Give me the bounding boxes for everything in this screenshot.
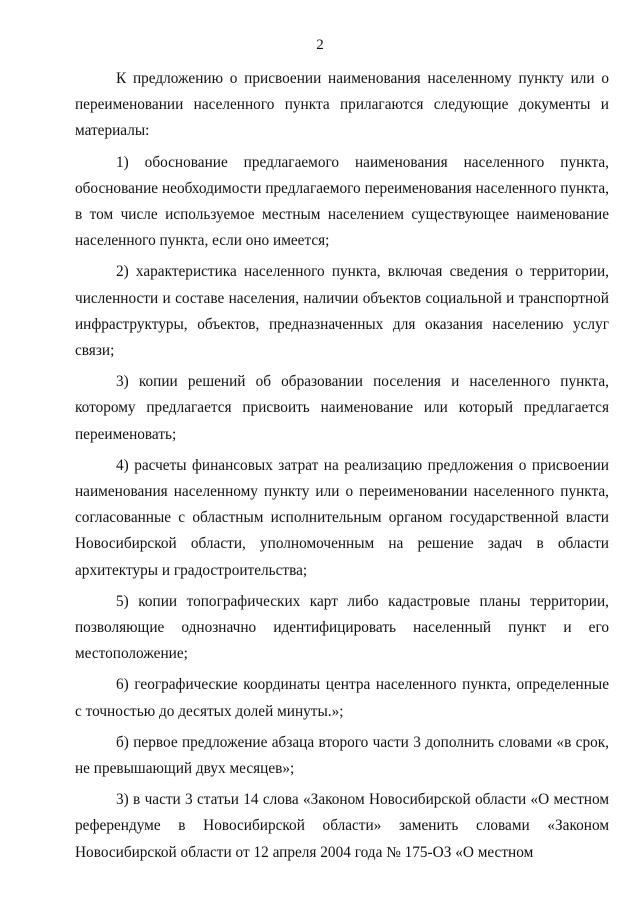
paragraph-item-1: 1) обоснование предлагаемого наименования населенного пункта, обоснование необходимости предлагаемого переименования населенного пункта, в том числе используемое местным населением существующее наименование населенного пункта, если оно имеется; [75, 153, 609, 250]
paragraph-subitem-b: б) первое предложение абзаца второго части 3 дополнить словами «в срок, не превышающий двух месяцев»; [75, 733, 609, 778]
paragraph-intro: К предложению о присвоении наименования населенному пункту или о переименовании населенного пункта прилагаются следующие документы и материалы: [75, 70, 609, 140]
paragraph-amendment-3: 3) в части 3 статьи 14 слова «Законом Новосибирской области «О местном референдуме в Новосибирской области» заменить словами «Законом Новосибирской области от 12 апреля 2004 года № 175-ОЗ «О местном [75, 791, 609, 861]
paragraph-item-2: 2) характеристика населенного пункта, включая сведения о территории, численности и составе населения, наличии объектов социальной и транспортной инфраструктуры, объектов, предназначенных для оказания населению услуг связи; [75, 263, 609, 360]
paragraph-item-6: 6) географические координаты центра населенного пункта, определенные с точностью до десятых долей минуты.»; [75, 676, 609, 720]
paragraph-item-5: 5) копии топографических карт либо кадастровые планы территории, позволяющие однозначно идентифицировать населенный пункт и его местоположение; [75, 592, 609, 663]
document-body [75, 66, 609, 871]
page-number: 2 [316, 37, 324, 53]
paragraph-item-3: 3) копии решений об образовании поселения и населенного пункта, которому предлагается присвоить наименование или который предлагается переименовать; [75, 373, 609, 443]
paragraph-item-4: 4) расчеты финансовых затрат на реализацию предложения о присвоении наименования населенному пункту или о переименовании населенного пункта, согласованные с областным исполнительным органом государственной власти Новосибирской области, уполномоченным на решение задач в области архитектуры и градостроительства; [75, 456, 609, 579]
